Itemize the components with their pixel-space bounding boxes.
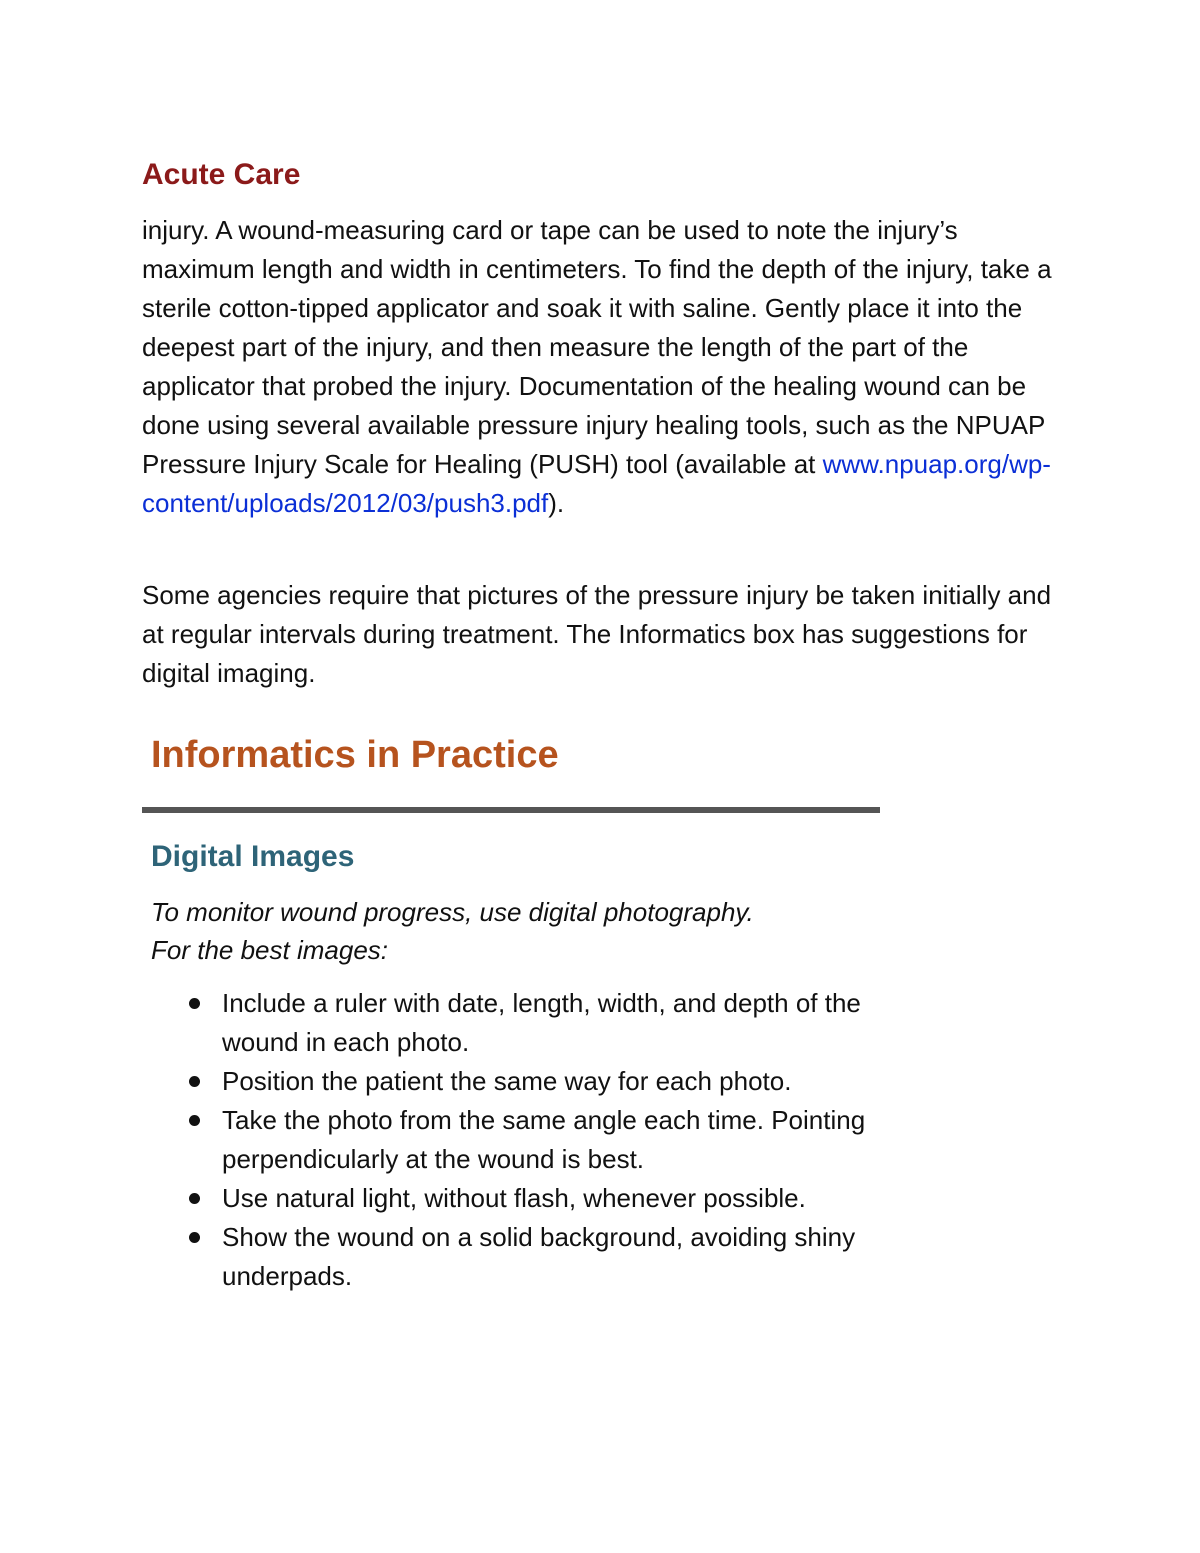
informatics-box-intro bbox=[151, 893, 871, 969]
tips-list bbox=[151, 984, 881, 1296]
body-paragraph-1 bbox=[142, 211, 1072, 523]
list-item bbox=[151, 1062, 881, 1101]
list-item bbox=[151, 1218, 881, 1296]
paragraph-1-text: injury. A wound-measuring card or tape can be used to note the injury’s maximum length and width in centimeters. To find the depth of the injury, take a sterile cotton-tipped applicator and soak it with saline. Gently place it into the deepest part of the injury, and then measure the length of the part of the applicator that probed the injury. Documentation of the healing wound can be done using several available pressure injury healing tools, such as the NPUAP Pressure Injury Scale for Healing (PUSH) tool (available at bbox=[142, 215, 1052, 479]
push-tool-link[interactable]: www.npuap.org/wp-content/uploads/2012/03/push3.pdf bbox=[142, 449, 1051, 518]
intro-line-2: For the best images: bbox=[151, 935, 388, 965]
list-item bbox=[151, 1179, 881, 1218]
tip-text: Show the wound on a solid background, avoiding shiny underpads. bbox=[222, 1222, 856, 1291]
box-divider bbox=[142, 807, 880, 813]
bullet-icon bbox=[189, 1232, 200, 1243]
intro-line-1: To monitor wound progress, use digital photography. bbox=[151, 897, 754, 927]
bullet-icon bbox=[189, 1076, 200, 1087]
paragraph-1-closing: ). bbox=[548, 488, 565, 518]
bullet-icon bbox=[189, 1115, 200, 1126]
tip-text: Use natural light, without flash, whenever possible. bbox=[222, 1183, 806, 1213]
bullet-icon bbox=[189, 998, 200, 1009]
list-item bbox=[151, 1101, 881, 1179]
bullet-icon bbox=[189, 1193, 200, 1204]
informatics-box-subtitle: Digital Images bbox=[151, 840, 355, 873]
tip-text: Include a ruler with date, length, width, and depth of the wound in each photo. bbox=[222, 988, 861, 1057]
tip-text: Position the patient the same way for each photo. bbox=[222, 1066, 792, 1096]
tip-text: Take the photo from the same angle each time. Pointing perpendicularly at the wound is best. bbox=[222, 1105, 866, 1174]
list-item bbox=[151, 984, 881, 1062]
running-head: Acute Care bbox=[142, 158, 301, 191]
body-paragraph-2: Some agencies require that pictures of the pressure injury be taken initially and at regular intervals during treatment. The Informatics box has suggestions for digital imaging. bbox=[142, 580, 1052, 688]
informatics-box-title: Informatics in Practice bbox=[151, 734, 559, 776]
